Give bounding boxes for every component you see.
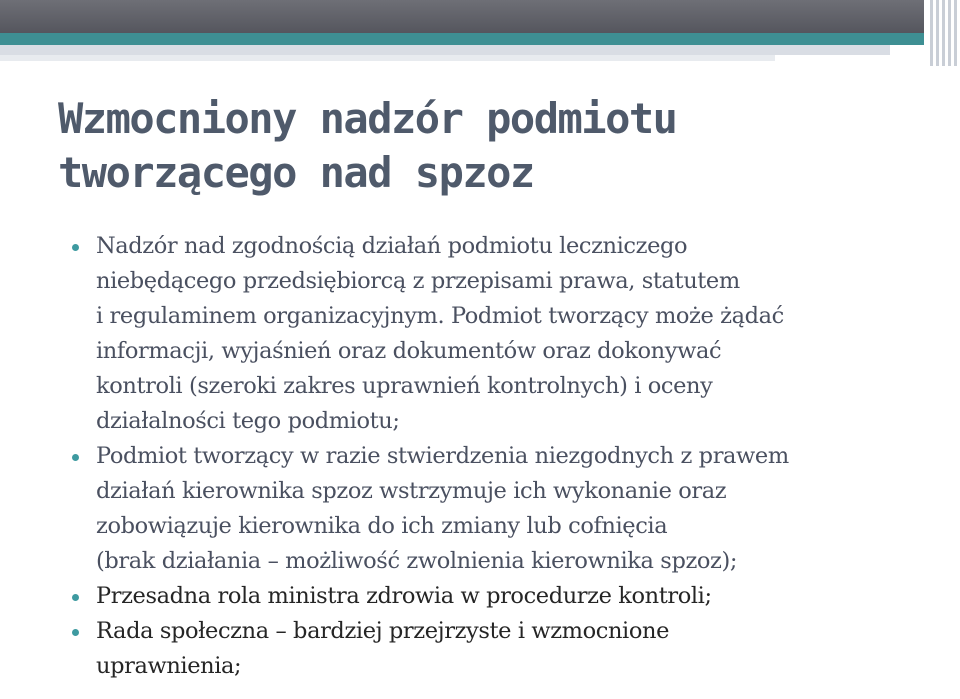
bullet-text-line: zobowiązuje kierownika do ich zmiany lub cofnięcia [96, 513, 668, 539]
header-stripes [930, 0, 960, 66]
bullet-list [72, 229, 932, 684]
bullet-dot-icon [72, 454, 79, 461]
bullet-text-line: Nadzór nad zgodnością działań podmiotu leczniczego [96, 233, 688, 259]
bullet-dot-icon [72, 629, 79, 636]
bullet-item-minister-role [72, 579, 932, 614]
bullet-text-line: działań kierownika spzoz wstrzymuje ich wykonanie oraz [96, 478, 727, 504]
bullet-text-line: Podmiot tworzący w razie stwierdzenia niezgodnych z prawem [96, 443, 789, 469]
bullet-text-line: działalności tego podmiotu; [96, 408, 400, 434]
bullet-text-line: kontroli (szeroki zakres uprawnień kontrolnych) i oceny [96, 373, 713, 399]
bullet-item-supervision [72, 229, 932, 439]
bullet-item-suspension [72, 439, 932, 579]
slide-title [58, 92, 918, 200]
bullet-text-line: uprawnienia; [96, 653, 242, 679]
header-band-dark [0, 0, 960, 33]
bullet-dot-icon [72, 244, 79, 251]
bullet-dot-icon [72, 594, 79, 601]
bullet-text-line: Rada społeczna – bardziej przejrzyste i wzmocnione [96, 618, 669, 644]
slide-title-line: tworzącego nad spzoz [58, 148, 534, 197]
bullet-item-social-council [72, 614, 932, 684]
bullet-text-line: (brak działania – możliwość zwolnienia kierownika spzoz); [96, 548, 738, 574]
bullet-text-line: informacji, wyjaśnień oraz dokumentów oraz dokonywać [96, 338, 722, 364]
header-band-teal [0, 33, 960, 45]
bullet-text-line: niebędącego przedsiębiorcą z przepisami prawa, statutem [96, 268, 740, 294]
bullet-text-line: i regulaminem organizacyjnym. Podmiot tworzący może żądać [96, 303, 784, 329]
bullet-text-line: Przesadna rola ministra zdrowia w procedurze kontroli; [96, 583, 712, 609]
slide-title-line: Wzmocniony nadzór podmiotu [58, 94, 677, 143]
header-band-light-secondary [0, 55, 775, 61]
header-band-light [0, 45, 890, 55]
